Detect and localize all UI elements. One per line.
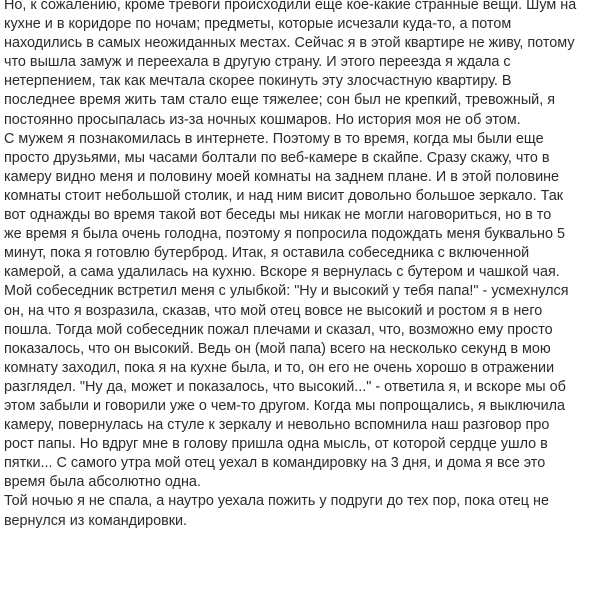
text-line: время была абсолютно одна. (4, 474, 201, 491)
paragraph (4, 130, 609, 493)
text-line: находились в самых неожиданных местах. Сейчас я в этой квартире не живу, потому (4, 35, 575, 52)
text-line: С мужем я познакомилась в интернете. Поэтому в то время, когда мы были еще (4, 130, 544, 147)
text-line: этом забыли и говорили уже о чем-то другом. Когда мы попрощались, я выключила (4, 397, 566, 414)
text-line: постоянно просыпалась из-за ночных кошмаров. Но история моя не об этом. (4, 111, 521, 128)
text-line: рост папы. Но вдруг мне в голову пришла одна мысль, от которой сердце ушло в (4, 436, 548, 453)
text-line: кухне и в коридоре по ночам; предметы, которые исчезали куда-то, а потом (4, 16, 512, 33)
text-line: он, на что я возразила, сказав, что мой отец вовсе не высокий и ростом я в него (4, 302, 543, 319)
text-line: последнее время жить там стало еще тяжелее; сон был не крепкий, тревожный, я (4, 92, 556, 109)
text-line: камеру видно меня и половину моей комнаты на заднем плане. И в этой половине (4, 168, 560, 185)
story-text (4, 0, 609, 531)
text-line: показалось, что он высокий. Ведь он (мой папа) всего на несколько секунд в мою (4, 340, 551, 357)
text-line: минут, пока я готовлю бутерброд. Итак, я оставила собеседника с включенной (4, 245, 530, 262)
text-line: нетерпением, так как мечтала скорее покинуть эту злосчастную квартиру. В (4, 73, 512, 90)
text-line: Мой собеседник встретил меня с улыбкой: "Ну и высокий у тебя папа!" - усмехнулся (4, 283, 569, 300)
text-line: камерой, а сама удалилась на кухню. Вскоре я вернулась с бутером и чашкой чая. (4, 264, 560, 281)
text-line: пошла. Тогда мой собеседник пожал плечами и сказал, что, возможно ему просто (4, 321, 553, 338)
paragraph (4, 0, 609, 130)
text-line: комнату заходил, пока я на кухне была, и то, он его не очень хорошо в отражении (4, 359, 555, 376)
paragraph (4, 492, 609, 530)
text-line: просто друзьями, мы часами болтали по веб-камере в скайпе. Сразу скажу, что в (4, 149, 550, 166)
text-line: что вышла замуж и переехала в другую страну. И этого переезда я ждала с (4, 54, 511, 71)
text-line: Той ночью я не спала, а наутро уехала пожить у подруги до тех пор, пока отец не (4, 493, 549, 510)
text-line: разглядел. "Ну да, может и показалось, что высокий..." - ответила я, и вскоре мы об (4, 378, 566, 395)
text-line: пятки... С самого утра мой отец уехал в командировку на 3 дня, и дома я все это (4, 455, 546, 472)
text-line: комнаты стоит небольшой столик, и над ним висит довольно большое зеркало. Так (4, 187, 564, 204)
text-line: вернулся из командировки. (4, 512, 188, 529)
text-line: вот однажды во время такой вот беседы мы никак не могли наговориться, но в то (4, 207, 552, 224)
text-line: камеру, повернулась на стуле к зеркалу и невольно вспомнила наш разговор про (4, 417, 550, 434)
text-line: же время я была очень голодна, поэтому я попросила подождать меня буквально 5 (4, 226, 566, 243)
text-line: Но, к сожалению, кроме тревоги происходили еще кое-какие странные вещи. Шум на (4, 0, 577, 13)
